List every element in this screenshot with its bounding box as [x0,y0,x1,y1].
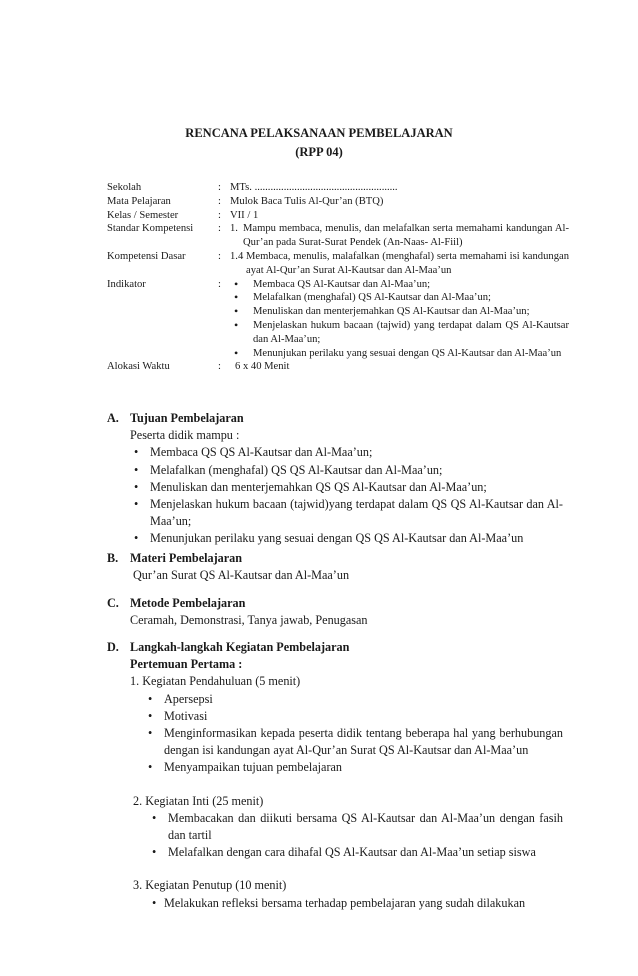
step-item: • Menginformasikan kepada peserta didik tentang beberapa hal yang berhubungan dengan isi kandungan ayat Al-Qur’an Surat QS Al-Kautsar dan Al-Maa’un [144,725,563,759]
step-title: 3. Kegiatan Penutup (10 menit) [133,878,287,893]
section-metode [107,595,563,629]
info-number: 1.4 [230,250,244,262]
meeting-heading: Pertemuan Pertama : [130,657,243,672]
info-number: 1. [230,223,238,235]
info-label: Indikator [107,278,146,290]
section-langkah [107,639,563,912]
section-tujuan [107,410,563,548]
section-text: Qur’an Surat QS Al-Kautsar dan Al-Maa’un [133,568,350,583]
info-value: MTs. ...................................................... [230,182,398,193]
document-title: RENCANA PELAKSANAAN PEMBELAJARAN [185,126,453,140]
step-item: • Melakukan refleksi bersama terhadap pembelajaran yang sudah dilakukan [148,895,563,912]
step-item: • Melafalkan dengan cara dihafal QS Al-Kautsar dan Al-Maa’un setiap siswa [148,844,563,861]
info-label: Kelas / Semester [107,209,179,221]
info-value-wrap [230,222,569,250]
step-item: • Motivasi [144,708,563,725]
indikator-item: • Membaca QS Al-Kautsar dan Al-Maa’un; [230,278,569,292]
info-row-alokasi-waktu [107,360,569,374]
info-colon: : [218,182,221,193]
section-body [130,410,563,548]
info-row-indikator [107,278,569,361]
indikator-item: • Melafalkan (menghafal) QS Al-Kautsar dan Al-Maa’un; [230,291,569,305]
info-block [107,181,569,374]
info-value: Mulok Baca Tulis Al-Qur’an (BTQ) [230,195,384,207]
info-label: Alokasi Waktu [107,361,170,373]
section-letter: C. [107,596,119,610]
spacer [130,777,563,793]
section-letter: D. [107,640,119,654]
section-intro: Peserta didik mampu : [130,428,240,443]
section-letter: B. [107,551,119,565]
step-item: • Membacakan dan diikuti bersama QS Al-Kautsar dan Al-Maa’un dengan fasih dan tartil [148,810,563,844]
list-item: • Menunjukan perilaku yang sesuai dengan QS QS Al-Kautsar dan Al-Maa’un [130,530,563,547]
section-body [130,550,563,584]
info-colon: : [218,250,221,262]
info-value-wrap [230,250,569,278]
info-label: Sekolah [107,182,142,193]
section-body [130,639,563,912]
info-value: VII / 1 [230,209,259,221]
list-item: • Menuliskan dan menterjemahkan QS QS Al-Kautsar dan Al-Maa’un; [130,479,563,496]
info-value: 6 x 40 Menit [235,361,290,373]
indikator-item: • Menjelaskan hukum bacaan (tajwid) yang terdapat dalam QS Al-Kautsar dan Al-Maa’un; [230,319,569,347]
step-item: • Menyampaikan tujuan pembelajaran [144,759,563,776]
section-letter: A. [107,411,119,425]
info-label: Mata Pelajaran [107,195,171,207]
indikator-item: • Menuliskan dan menterjemahkan QS Al-Kautsar dan Al-Maa’un; [230,305,569,319]
info-label: Kompetensi Dasar [107,250,186,262]
step-title: 2. Kegiatan Inti (25 menit) [133,793,264,808]
section-heading: Tujuan Pembelajaran [130,411,244,425]
section-heading: Materi Pembelajaran [130,551,243,565]
info-label: Standar Kompetensi [107,223,194,235]
section-materi [107,550,563,584]
info-row-kompetensi-dasar [107,250,569,278]
section-heading: Metode Pembelajaran [130,596,246,610]
info-colon: : [218,278,221,290]
step-title: 1. Kegiatan Pendahuluan (5 menit) [130,674,301,689]
section-body [130,595,563,629]
info-row-standar-kompetensi [107,222,569,250]
spacer [130,861,563,877]
info-colon: : [218,195,221,207]
indikator-item: • Menunjukan perilaku yang sesuai dengan QS Al-Kautsar dan Al-Maa’un [230,347,569,361]
info-row-kelas [107,209,569,223]
list-item: • Melafalkan (menghafal) QS QS Al-Kautsar dan Al-Maa’un; [130,462,563,479]
info-row-mapel [107,195,569,209]
document-subtitle: (RPP 04) [295,145,343,159]
info-value: Mampu membaca, menulis, dan melafalkan serta memahami kandungan Al-Qur’an pada Surat-Surat Pendek (An-Naas- Al-Fiil) [243,223,569,249]
step-item: • Apersepsi [144,691,563,708]
section-heading: Langkah-langkah Kegiatan Pembelajaran [130,640,350,654]
list-item: • Menjelaskan hukum bacaan (tajwid)yang terdapat dalam QS QS Al-Kautsar dan Al-Maa’un; [130,496,563,530]
info-colon: : [218,361,221,373]
info-value: Membaca, menulis, malafalkan (menghafal) serta memahami isi kandungan ayat Al-Qur’an Surat Al-Kautsar dan Al-Maa’un [246,250,569,276]
info-row-sekolah [107,181,569,195]
section-text: Ceramah, Demonstrasi, Tanya jawab, Penugasan [130,613,368,628]
info-colon: : [218,209,221,221]
list-item: • Membaca QS QS Al-Kautsar dan Al-Maa’un; [130,444,563,461]
info-colon: : [218,223,221,235]
indikator-list [230,278,569,361]
